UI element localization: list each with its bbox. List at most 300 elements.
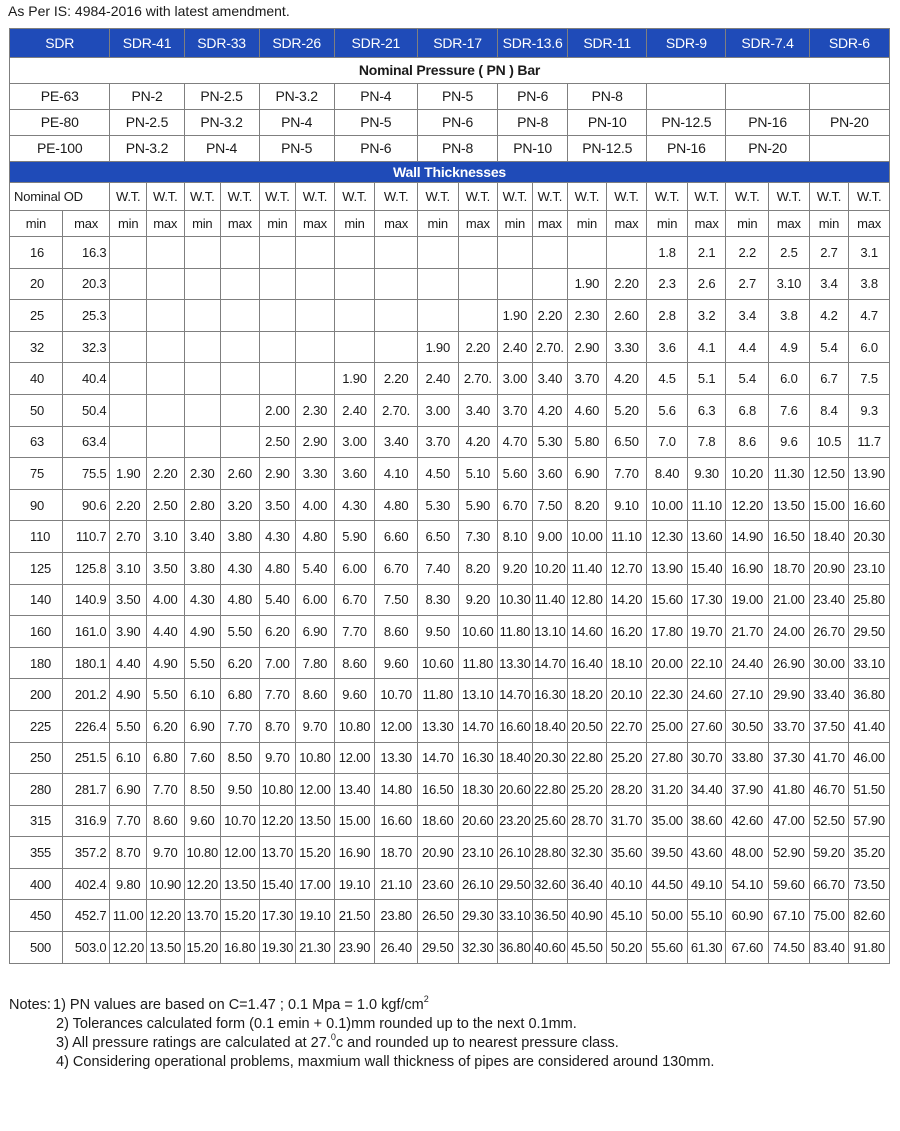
wt-header: W.T. [687, 183, 726, 211]
wt-value-cell: 2.2 [726, 237, 769, 269]
wt-value-cell: 16.60 [375, 805, 418, 837]
wt-value-cell: 13.50 [221, 868, 260, 900]
wt-value-cell: 6.10 [110, 742, 147, 774]
wt-value-cell [417, 237, 458, 269]
wt-value-cell: 16.80 [221, 932, 260, 964]
wt-value-cell: 5.30 [417, 489, 458, 521]
wt-value-cell: 18.40 [498, 742, 533, 774]
wt-value-cell: 13.30 [375, 742, 418, 774]
od-min-cell: 16 [10, 237, 63, 269]
wt-value-cell: 6.20 [146, 710, 184, 742]
wt-value-cell: 15.20 [296, 837, 335, 869]
wt-value-cell [110, 331, 147, 363]
wt-value-cell: 75.00 [809, 900, 849, 932]
note-2: 2) Tolerances calculated form (0.1 emin + 0.1)mm rounded up to the next 0.1mm. [56, 1016, 577, 1032]
wt-value-cell: 6.90 [568, 458, 607, 490]
wt-value-cell: 4.60 [568, 394, 607, 426]
od-min-cell: 200 [10, 679, 63, 711]
wt-value-cell: 26.90 [769, 647, 810, 679]
wt-value-cell [184, 300, 221, 332]
wt-value-cell: 9.80 [110, 868, 147, 900]
wt-value-cell: 16.30 [458, 742, 498, 774]
wt-value-cell: 13.10 [532, 616, 568, 648]
wt-value-cell: 2.70 [110, 521, 147, 553]
wt-value-cell: 14.80 [375, 774, 418, 806]
wt-value-cell: 33.80 [726, 742, 769, 774]
wt-heading-row [10, 183, 890, 211]
wt-value-cell: 4.9 [769, 331, 810, 363]
sdr-header-label: SDR [10, 29, 110, 58]
wt-value-cell: 6.90 [110, 774, 147, 806]
wt-value-cell: 2.8 [647, 300, 688, 332]
table-row [10, 268, 890, 300]
wt-value-cell: 4.90 [184, 616, 221, 648]
wt-value-cell: 8.60 [375, 616, 418, 648]
table-row [10, 552, 890, 584]
wt-value-cell [606, 237, 647, 269]
wt-value-cell: 23.10 [849, 552, 890, 584]
wt-value-cell: 37.30 [769, 742, 810, 774]
wt-value-cell: 23.80 [375, 900, 418, 932]
pn-value-cell [647, 84, 726, 110]
min-header: min [647, 211, 688, 237]
sdr-class-header: SDR-6 [809, 29, 889, 58]
wt-value-cell [146, 331, 184, 363]
wt-value-cell [146, 426, 184, 458]
pn-value-cell: PN-2.5 [110, 110, 184, 136]
wt-value-cell: 59.20 [809, 837, 849, 869]
wt-value-cell: 5.90 [334, 521, 375, 553]
od-max-cell: 402.4 [62, 868, 110, 900]
wt-value-cell: 3.00 [334, 426, 375, 458]
od-max-cell: 281.7 [62, 774, 110, 806]
wt-value-cell: 21.70 [726, 616, 769, 648]
wt-value-cell: 11.80 [458, 647, 498, 679]
wt-value-cell: 3.50 [259, 489, 296, 521]
wt-value-cell: 7.8 [687, 426, 726, 458]
wt-value-cell: 3.70 [417, 426, 458, 458]
wt-value-cell: 67.60 [726, 932, 769, 964]
wt-value-cell: 4.00 [296, 489, 335, 521]
wt-value-cell: 6.90 [296, 616, 335, 648]
wt-value-cell [146, 300, 184, 332]
note-3-superscript: 0 [330, 1032, 336, 1042]
wt-value-cell [458, 237, 498, 269]
wt-value-cell: 36.40 [568, 868, 607, 900]
wt-value-cell [375, 237, 418, 269]
wt-value-cell: 39.50 [647, 837, 688, 869]
wt-value-cell: 4.4 [726, 331, 769, 363]
wt-value-cell: 3.10 [110, 552, 147, 584]
wt-value-cell [184, 268, 221, 300]
wt-value-cell: 4.30 [221, 552, 260, 584]
wt-value-cell: 36.50 [532, 900, 568, 932]
wt-value-cell [110, 268, 147, 300]
wt-header: W.T. [647, 183, 688, 211]
wt-value-cell: 22.30 [647, 679, 688, 711]
wt-value-cell: 8.60 [146, 805, 184, 837]
od-min-cell: 225 [10, 710, 63, 742]
wt-value-cell: 12.00 [296, 774, 335, 806]
pn-row [10, 110, 890, 136]
wt-value-cell: 11.40 [568, 552, 607, 584]
wt-value-cell: 6.50 [417, 521, 458, 553]
wt-value-cell: 25.80 [849, 584, 890, 616]
wt-value-cell: 4.40 [146, 616, 184, 648]
wt-value-cell: 7.60 [184, 742, 221, 774]
wt-value-cell [221, 300, 260, 332]
sdr-class-header: SDR-17 [417, 29, 497, 58]
wt-value-cell: 41.80 [769, 774, 810, 806]
wt-value-cell: 11.00 [110, 900, 147, 932]
pn-row [10, 136, 890, 162]
pn-value-cell: PN-2 [110, 84, 184, 110]
pe-grade-cell: PE-63 [10, 84, 110, 110]
pn-value-cell: PN-10 [568, 110, 647, 136]
wt-value-cell: 6.60 [375, 521, 418, 553]
pn-value-cell: PN-8 [568, 84, 647, 110]
wt-value-cell: 35.60 [606, 837, 647, 869]
wt-value-cell: 16.50 [769, 521, 810, 553]
wt-value-cell: 10.00 [568, 521, 607, 553]
wt-value-cell: 9.6 [769, 426, 810, 458]
od-min-cell: 160 [10, 616, 63, 648]
wt-value-cell: 7.50 [375, 584, 418, 616]
wt-value-cell: 3.20 [221, 489, 260, 521]
wt-value-cell: 27.10 [726, 679, 769, 711]
wt-value-cell: 26.40 [375, 932, 418, 964]
wt-value-cell: 33.70 [769, 710, 810, 742]
wt-value-cell: 24.60 [687, 679, 726, 711]
pn-value-cell: PN-16 [647, 136, 726, 162]
wt-value-cell: 3.10 [769, 268, 810, 300]
wt-value-cell: 9.70 [259, 742, 296, 774]
wt-value-cell: 1.90 [417, 331, 458, 363]
wt-value-cell: 16.40 [568, 647, 607, 679]
wt-value-cell: 4.90 [110, 679, 147, 711]
wt-value-cell: 25.60 [532, 805, 568, 837]
wt-value-cell: 45.50 [568, 932, 607, 964]
wt-value-cell: 6.0 [769, 363, 810, 395]
wt-header: W.T. [221, 183, 260, 211]
od-max-cell: 75.5 [62, 458, 110, 490]
min-header: min [498, 211, 533, 237]
wt-value-cell [375, 300, 418, 332]
pn-value-cell: PN-20 [726, 136, 809, 162]
wt-header: W.T. [184, 183, 221, 211]
sdr-wall-thickness-table [9, 28, 890, 964]
wt-value-cell: 83.40 [809, 932, 849, 964]
wt-value-cell: 59.60 [769, 868, 810, 900]
wt-value-cell: 18.20 [568, 679, 607, 711]
wt-value-cell: 7.00 [259, 647, 296, 679]
wt-value-cell: 8.4 [809, 394, 849, 426]
od-min-cell: 110 [10, 521, 63, 553]
pn-value-cell: PN-8 [498, 110, 568, 136]
wt-value-cell: 57.90 [849, 805, 890, 837]
wt-value-cell: 19.00 [726, 584, 769, 616]
wt-value-cell: 7.70 [334, 616, 375, 648]
wt-value-cell: 22.80 [568, 742, 607, 774]
wt-value-cell: 51.50 [849, 774, 890, 806]
wt-value-cell: 3.60 [334, 458, 375, 490]
wt-value-cell: 29.90 [769, 679, 810, 711]
od-min-cell: 400 [10, 868, 63, 900]
wt-value-cell [296, 363, 335, 395]
wt-value-cell: 6.00 [334, 552, 375, 584]
od-min-cell: 75 [10, 458, 63, 490]
od-max-cell: 40.4 [62, 363, 110, 395]
wt-value-cell: 36.80 [849, 679, 890, 711]
wt-value-cell: 29.50 [498, 868, 533, 900]
od-min-cell: 25 [10, 300, 63, 332]
min-header: min [184, 211, 221, 237]
wt-value-cell: 48.00 [726, 837, 769, 869]
wt-header: W.T. [568, 183, 607, 211]
wt-value-cell: 7.70 [110, 805, 147, 837]
wt-value-cell: 12.00 [334, 742, 375, 774]
wt-value-cell: 25.20 [606, 742, 647, 774]
wt-value-cell: 20.60 [498, 774, 533, 806]
note-1 [9, 996, 714, 1015]
note-3-text: 3) All pressure ratings are calculated at 27. [56, 1035, 331, 1051]
wt-value-cell: 11.7 [849, 426, 890, 458]
wt-value-cell: 3.8 [769, 300, 810, 332]
wt-header: W.T. [606, 183, 647, 211]
wt-value-cell [110, 394, 147, 426]
wt-header: W.T. [259, 183, 296, 211]
wt-value-cell: 6.70 [498, 489, 533, 521]
wt-value-cell: 7.70 [221, 710, 260, 742]
wt-header: W.T. [146, 183, 184, 211]
wt-value-cell: 14.90 [726, 521, 769, 553]
wt-value-cell [334, 331, 375, 363]
pn-row [10, 84, 890, 110]
pn-value-cell: PN-6 [498, 84, 568, 110]
wt-value-cell: 8.60 [334, 647, 375, 679]
wt-value-cell: 4.2 [809, 300, 849, 332]
wt-value-cell: 15.40 [687, 552, 726, 584]
od-max-cell: 32.3 [62, 331, 110, 363]
wt-value-cell: 8.60 [296, 679, 335, 711]
wt-value-cell [498, 237, 533, 269]
wt-value-cell: 30.70 [687, 742, 726, 774]
wt-value-cell: 7.70 [146, 774, 184, 806]
wt-value-cell: 74.50 [769, 932, 810, 964]
wt-value-cell: 3.8 [849, 268, 890, 300]
wt-value-cell: 46.70 [809, 774, 849, 806]
pn-value-cell: PN-5 [417, 84, 497, 110]
sdr-class-header: SDR-33 [184, 29, 259, 58]
wt-value-cell [417, 268, 458, 300]
table-row [10, 584, 890, 616]
wt-header: W.T. [334, 183, 375, 211]
wt-value-cell: 9.60 [334, 679, 375, 711]
wt-value-cell: 16.30 [532, 679, 568, 711]
wt-value-cell [296, 268, 335, 300]
wt-value-cell [458, 300, 498, 332]
pn-value-cell [809, 136, 889, 162]
wt-value-cell: 10.00 [647, 489, 688, 521]
wt-value-cell: 4.30 [259, 521, 296, 553]
wt-value-cell: 20.10 [606, 679, 647, 711]
wt-value-cell [296, 300, 335, 332]
wt-value-cell: 2.90 [296, 426, 335, 458]
wt-value-cell: 40.10 [606, 868, 647, 900]
wt-value-cell: 47.00 [769, 805, 810, 837]
wt-value-cell: 15.20 [221, 900, 260, 932]
table-row [10, 647, 890, 679]
wt-header: W.T. [532, 183, 568, 211]
table-row [10, 426, 890, 458]
wt-value-cell: 24.00 [769, 616, 810, 648]
wt-value-cell: 5.4 [726, 363, 769, 395]
max-header: max [606, 211, 647, 237]
wt-value-cell: 26.10 [498, 837, 533, 869]
od-min-cell: 32 [10, 331, 63, 363]
wt-value-cell: 10.70 [375, 679, 418, 711]
wt-value-cell: 8.40 [647, 458, 688, 490]
wt-value-cell: 49.10 [687, 868, 726, 900]
wt-value-cell: 15.20 [184, 932, 221, 964]
od-max-cell: 251.5 [62, 742, 110, 774]
min-header: min [568, 211, 607, 237]
wt-value-cell: 17.80 [647, 616, 688, 648]
wt-value-cell [259, 363, 296, 395]
pn-value-cell: PN-4 [334, 84, 417, 110]
wt-value-cell: 9.3 [849, 394, 890, 426]
wt-value-cell: 11.80 [417, 679, 458, 711]
max-header: max [769, 211, 810, 237]
wt-value-cell: 2.1 [687, 237, 726, 269]
od-min-cell: 250 [10, 742, 63, 774]
wt-value-cell: 13.30 [417, 710, 458, 742]
wt-value-cell: 3.4 [809, 268, 849, 300]
wt-header: W.T. [726, 183, 769, 211]
wt-value-cell: 33.10 [849, 647, 890, 679]
wt-value-cell: 7.50 [532, 489, 568, 521]
wt-value-cell: 2.90 [568, 331, 607, 363]
wt-value-cell: 20.60 [458, 805, 498, 837]
table-row [10, 300, 890, 332]
wt-value-cell: 3.30 [606, 331, 647, 363]
pn-value-cell: PN-12.5 [568, 136, 647, 162]
wt-value-cell: 9.60 [184, 805, 221, 837]
wt-value-cell: 15.60 [647, 584, 688, 616]
wt-value-cell: 16.60 [849, 489, 890, 521]
wt-value-cell: 22.70 [606, 710, 647, 742]
wt-value-cell: 9.70 [146, 837, 184, 869]
wt-value-cell: 5.50 [110, 710, 147, 742]
wt-value-cell: 4.80 [221, 584, 260, 616]
max-header: max [375, 211, 418, 237]
wt-value-cell: 18.30 [458, 774, 498, 806]
od-max-cell: 63.4 [62, 426, 110, 458]
wt-value-cell: 14.70 [458, 710, 498, 742]
wt-value-cell: 13.70 [259, 837, 296, 869]
wt-value-cell: 52.90 [769, 837, 810, 869]
wt-value-cell: 40.60 [532, 932, 568, 964]
wt-header: W.T. [498, 183, 533, 211]
wt-value-cell: 27.80 [647, 742, 688, 774]
wt-value-cell: 25.20 [568, 774, 607, 806]
wt-value-cell: 13.90 [647, 552, 688, 584]
wt-value-cell: 12.20 [146, 900, 184, 932]
wt-value-cell [146, 268, 184, 300]
wt-value-cell: 8.50 [221, 742, 260, 774]
wt-value-cell [532, 268, 568, 300]
wt-value-cell: 30.50 [726, 710, 769, 742]
wt-value-cell: 3.80 [221, 521, 260, 553]
wt-value-cell: 3.80 [184, 552, 221, 584]
wt-value-cell: 2.3 [647, 268, 688, 300]
wt-value-cell: 35.00 [647, 805, 688, 837]
wt-value-cell: 3.30 [296, 458, 335, 490]
wt-value-cell: 9.10 [606, 489, 647, 521]
wt-value-cell: 5.50 [146, 679, 184, 711]
wt-value-cell: 12.70 [606, 552, 647, 584]
wt-value-cell [568, 237, 607, 269]
od-min-cell: 63 [10, 426, 63, 458]
wt-value-cell: 35.20 [849, 837, 890, 869]
wt-value-cell: 5.50 [184, 647, 221, 679]
wt-value-cell: 11.10 [687, 489, 726, 521]
wt-value-cell: 2.6 [687, 268, 726, 300]
od-min-cell: 20 [10, 268, 63, 300]
wt-value-cell: 6.20 [259, 616, 296, 648]
wt-value-cell: 10.70 [221, 805, 260, 837]
pn-value-cell [726, 84, 809, 110]
wt-value-cell: 5.80 [568, 426, 607, 458]
od-max-cell: 161.0 [62, 616, 110, 648]
od-max-cell: 180.1 [62, 647, 110, 679]
wt-value-cell: 16.90 [334, 837, 375, 869]
min-header: min [809, 211, 849, 237]
wt-value-cell: 1.90 [568, 268, 607, 300]
od-min-cell: 180 [10, 647, 63, 679]
wt-value-cell: 17.30 [687, 584, 726, 616]
wt-value-cell: 10.5 [809, 426, 849, 458]
note-3 [9, 1034, 714, 1053]
wt-value-cell: 2.40 [334, 394, 375, 426]
wt-value-cell: 4.30 [334, 489, 375, 521]
wt-value-cell: 13.50 [146, 932, 184, 964]
wt-value-cell [375, 268, 418, 300]
wt-value-cell: 3.6 [647, 331, 688, 363]
wt-value-cell: 23.20 [498, 805, 533, 837]
wt-value-cell: 2.50 [146, 489, 184, 521]
wt-value-cell: 6.7 [809, 363, 849, 395]
wt-value-cell: 15.00 [809, 489, 849, 521]
wt-value-cell: 4.00 [146, 584, 184, 616]
wt-value-cell: 2.20 [606, 268, 647, 300]
od-min-cell: 355 [10, 837, 63, 869]
wt-value-cell [334, 237, 375, 269]
wt-value-cell [296, 237, 335, 269]
od-min-cell: 500 [10, 932, 63, 964]
od-max-cell: 90.6 [62, 489, 110, 521]
wt-value-cell: 38.60 [687, 805, 726, 837]
wt-value-cell: 6.10 [184, 679, 221, 711]
wt-value-cell: 4.10 [375, 458, 418, 490]
pn-value-cell: PN-3.2 [259, 84, 334, 110]
wt-value-cell: 2.40 [498, 331, 533, 363]
max-header: max [62, 211, 110, 237]
wt-value-cell: 4.80 [259, 552, 296, 584]
wt-value-cell: 26.70 [809, 616, 849, 648]
table-row [10, 679, 890, 711]
wt-value-cell: 8.20 [458, 552, 498, 584]
